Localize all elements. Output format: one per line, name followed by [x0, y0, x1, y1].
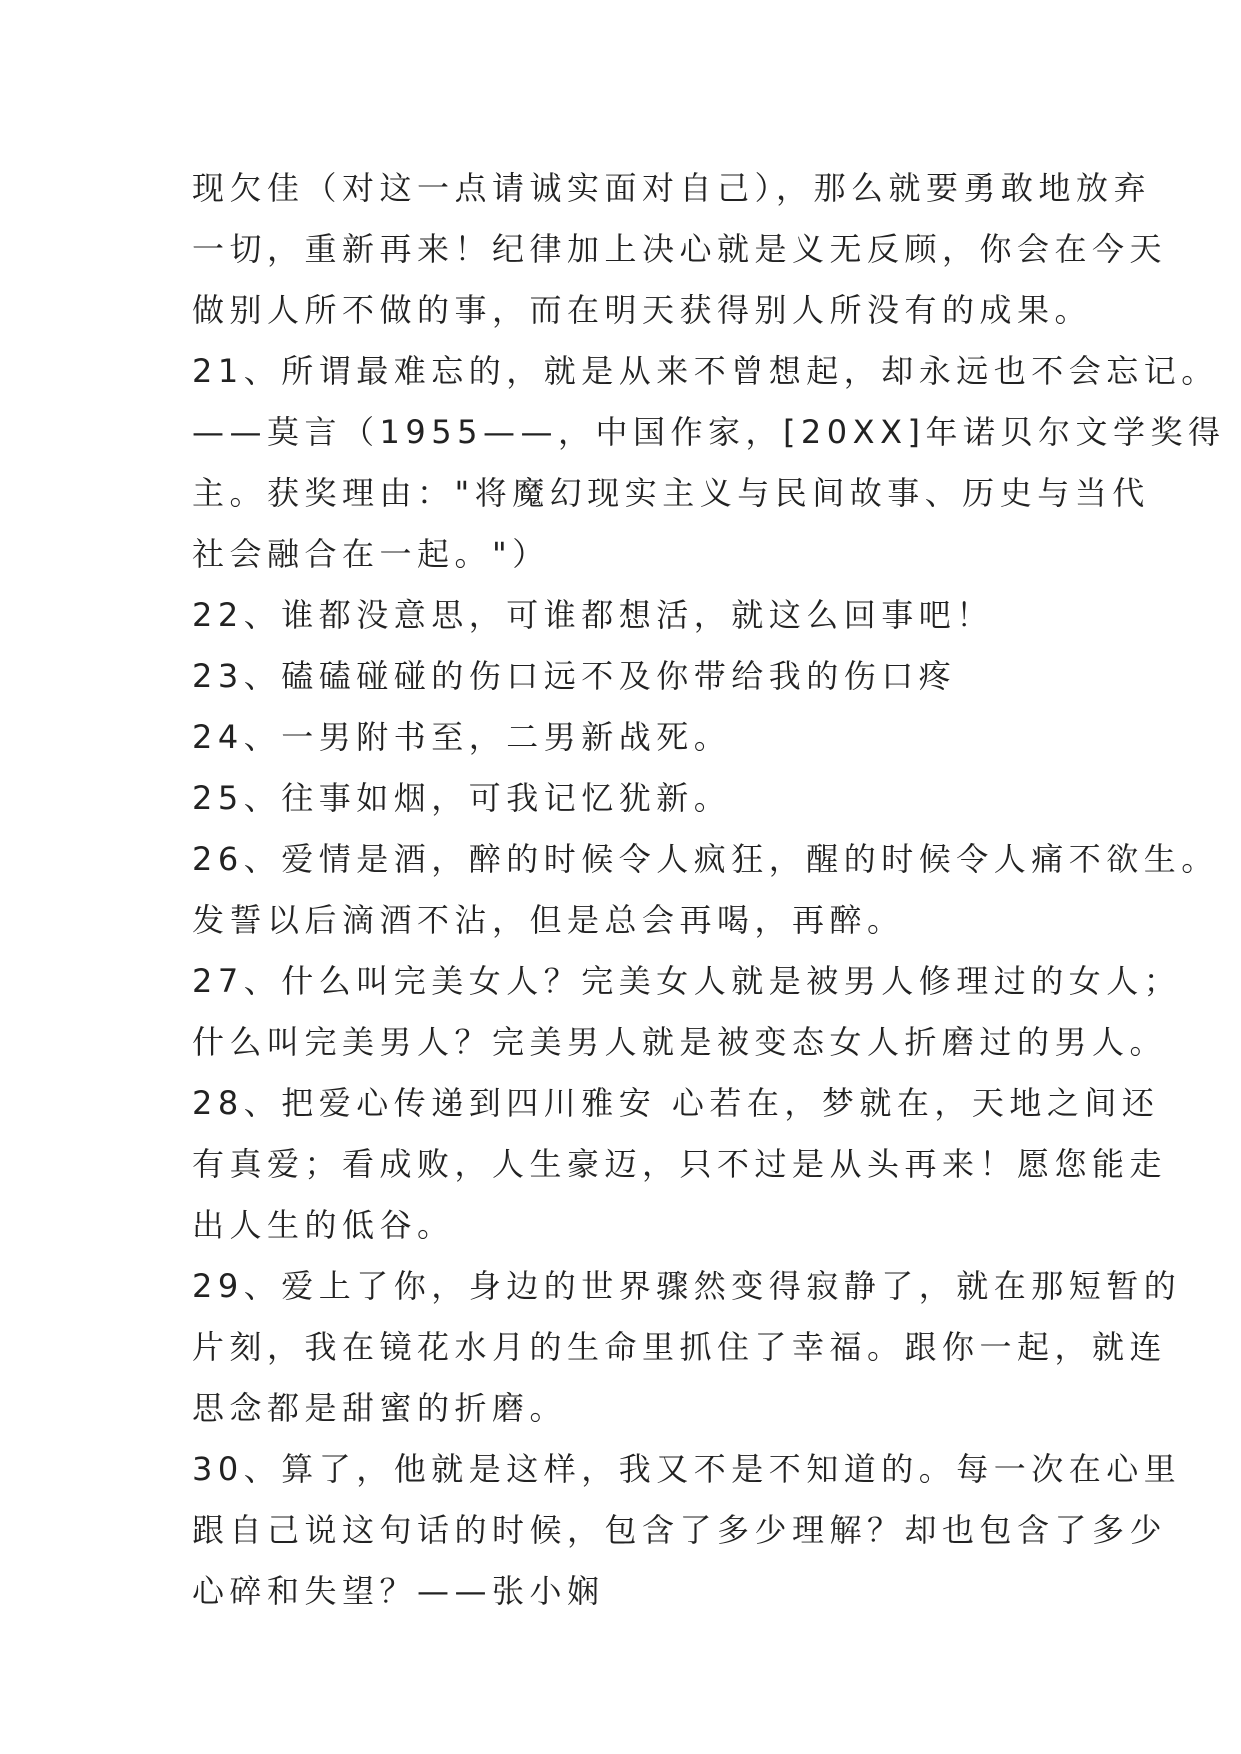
- text-line: 什么叫完美男人？完美男人就是被变态女人折磨过的男人。: [192, 1023, 1168, 1061]
- text-line: 21、所谓最难忘的，就是从来不曾想起，却永远也不会忘记。: [192, 352, 1219, 390]
- text-line: 27、什么叫完美女人？完美女人就是被男人修理过的女人；: [192, 962, 1182, 1000]
- text-line: 30、算了，他就是这样，我又不是不知道的。每一次在心里: [192, 1450, 1182, 1488]
- text-line: 思念都是甜蜜的折磨。: [192, 1389, 568, 1427]
- text-line: 出人生的低谷。: [192, 1206, 455, 1244]
- text-line: 社会融合在一起。"）: [192, 535, 550, 573]
- text-line: 做别人所不做的事，而在明天获得别人所没有的成果。: [192, 291, 1093, 329]
- text-line: 23、磕磕碰碰的伤口远不及你带给我的伤口疼: [192, 657, 957, 695]
- text-line: 现欠佳（对这一点请诚实面对自己），那么就要勇敢地放弃: [192, 169, 1152, 207]
- text-line: 主。获奖理由："将魔幻现实主义与民间故事、历史与当代: [192, 474, 1150, 512]
- text-line: 22、谁都没意思，可谁都想活，就这么回事吧！: [192, 596, 994, 634]
- text-line: 26、爱情是酒，醉的时候令人疯狂，醒的时候令人痛不欲生。: [192, 840, 1219, 878]
- text-line: 心碎和失望？——张小娴: [192, 1572, 605, 1610]
- text-line: 一切，重新再来！纪律加上决心就是义无反顾，你会在今天: [192, 230, 1168, 268]
- text-line: 片刻，我在镜花水月的生命里抓住了幸福。跟你一起，就连: [192, 1328, 1168, 1366]
- document-body: [192, 158, 1226, 1622]
- text-line: 有真爱；看成败，人生豪迈，只不过是从头再来！愿您能走: [192, 1145, 1168, 1183]
- text-line: 跟自己说这句话的时候，包含了多少理解？却也包含了多少: [192, 1511, 1168, 1549]
- text-line: 25、往事如烟，可我记忆犹新。: [192, 779, 732, 817]
- text-line: 发誓以后滴酒不沾，但是总会再喝，再醉。: [192, 901, 905, 939]
- text-line: 28、把爱心传递到四川雅安 心若在，梦就在，天地之间还: [192, 1084, 1160, 1122]
- text-line: 29、爱上了你，身边的世界骤然变得寂静了，就在那短暂的: [192, 1267, 1182, 1305]
- text-line: 24、一男附书至，二男新战死。: [192, 718, 732, 756]
- text-line: ——莫言（1955——，中国作家，[20XX]年诺贝尔文学奖得: [192, 413, 1226, 451]
